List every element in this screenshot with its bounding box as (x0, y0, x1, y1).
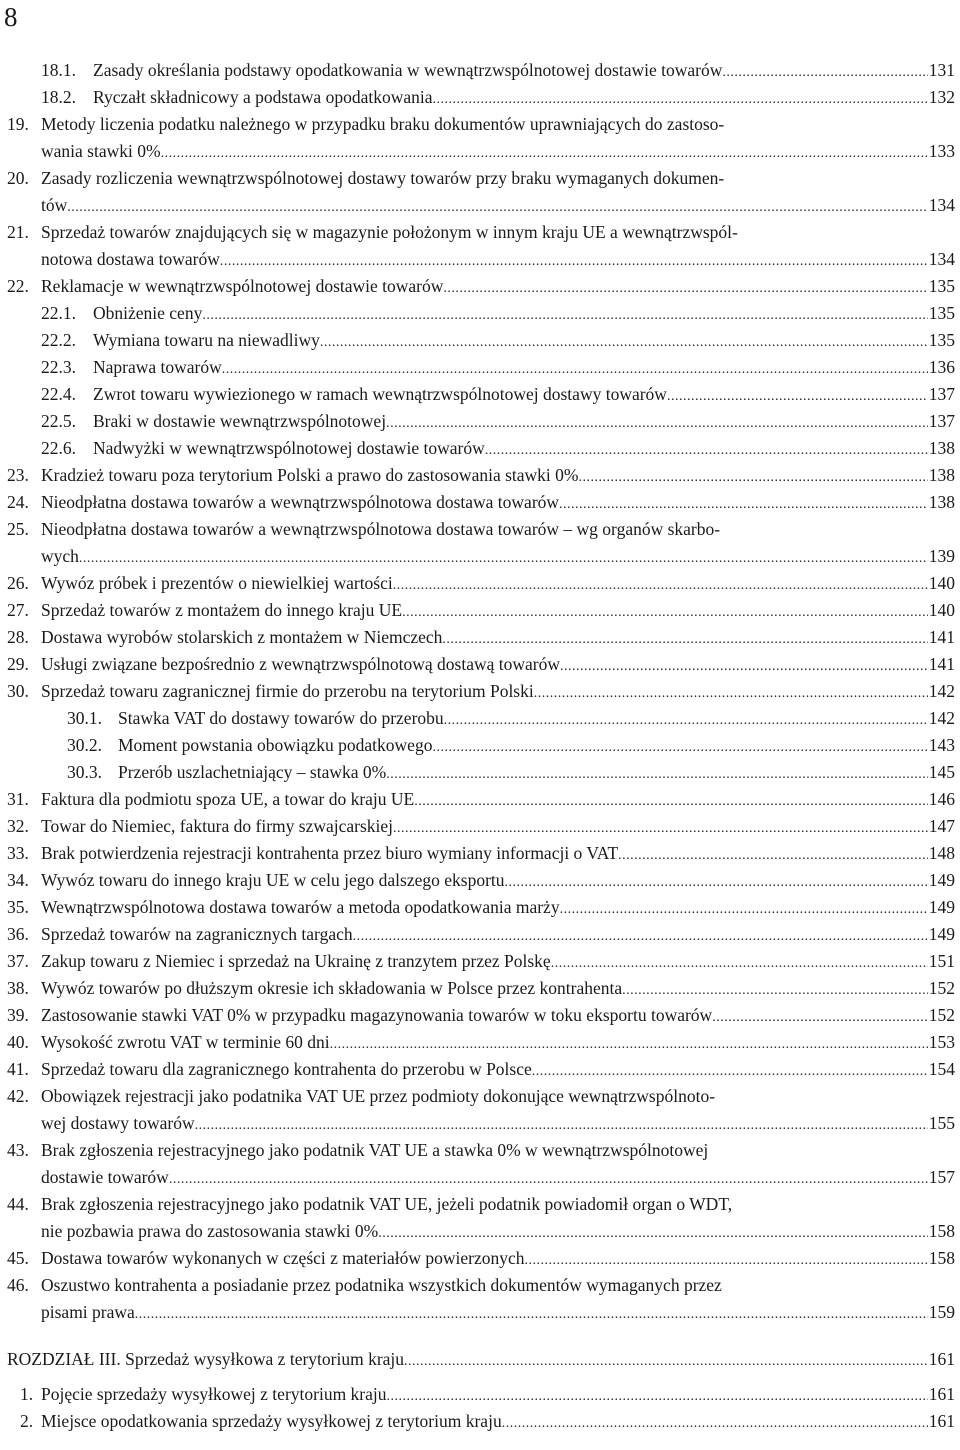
toc-entry-title: Towar do Niemiec, faktura do firmy szwajcarskiej (41, 816, 394, 836)
toc-entry-title: ROZDZIAŁ III. Sprzedaż wysyłkowa z terytorium kraju (7, 1349, 405, 1369)
toc-entry-page: 145 (928, 762, 955, 782)
toc-entry-page: 142 (928, 681, 955, 701)
toc-entry-page: 161 (928, 1384, 955, 1404)
toc-entry-title: Sprzedaż towaru zagranicznej firmie do przerobu na terytorium Polski (41, 681, 534, 701)
dot-leader (387, 1383, 928, 1410)
dot-leader (618, 842, 928, 869)
toc-entry-number: 27. (7, 600, 29, 620)
toc-entry-title: Zakup towaru z Niemiec i sprzedaż na Ukrainę z tranzytem przez Polskę (41, 951, 551, 971)
toc-entry (0, 138, 955, 165)
dot-leader (404, 1348, 928, 1375)
toc-entry-page: 151 (928, 951, 955, 971)
toc-entry-title: Wywóz próbek i prezentów o niewielkiej wartości (41, 573, 393, 593)
toc-entry (0, 300, 955, 327)
dot-leader (722, 59, 927, 86)
dot-leader (559, 491, 928, 518)
toc-entry-number: 35. (7, 897, 29, 917)
toc-entry (0, 246, 955, 273)
dot-leader (386, 410, 928, 437)
toc-entry-page: 161 (928, 1411, 955, 1431)
toc-entry-title: Kradzież towaru poza terytorium Polski a prawo do zastosowania stawki 0% (41, 465, 579, 485)
toc-entry-title: Obowiązek rejestracji jako podatnika VAT UE przez podmioty dokonujące wewnątrzwspólnoto- (41, 1086, 716, 1106)
toc-entry (0, 651, 955, 678)
toc-entry (0, 57, 955, 84)
toc-entry-page: 131 (928, 60, 955, 80)
toc-entry (0, 543, 955, 570)
toc-entry-title: Nieodpłatna dostawa towarów a wewnątrzwspólnotowa dostawa towarów – wg organów skarbo- (41, 519, 721, 539)
toc-entry-title: Sprzedaż towarów na zagranicznych targach (41, 924, 353, 944)
toc-entry-page: 146 (928, 789, 955, 809)
toc-entry-page: 158 (928, 1221, 955, 1241)
toc-entry (0, 705, 955, 732)
toc-entry-title: Oszustwo kontrahenta a posiadanie przez podatnika wszystkich dokumentów wymaganych przez (41, 1275, 722, 1295)
toc-entry (0, 1346, 955, 1373)
toc-entry-title: Miejsce opodatkowania sprzedaży wysyłkowej z terytorium kraju (41, 1411, 502, 1431)
toc-entry-number: 31. (7, 789, 29, 809)
toc-entry (0, 678, 955, 705)
toc-entry-title: wej dostawy towarów (41, 1113, 195, 1133)
toc-entry-page: 135 (928, 276, 955, 296)
toc-entry (0, 570, 955, 597)
dot-leader (443, 275, 927, 302)
dot-leader (195, 1112, 928, 1139)
toc-entry-number: 37. (7, 951, 29, 971)
toc-entry-title: Stawka VAT do dostawy towarów do przerobu (118, 708, 444, 728)
toc-entry (0, 1245, 955, 1272)
toc-entry-page: 159 (928, 1302, 955, 1322)
toc-entry-title: Naprawa towarów (93, 357, 222, 377)
toc-entry-title: notowa dostawa towarów (41, 249, 220, 269)
toc-entry-page: 134 (928, 195, 955, 215)
toc-entry-number: 22.6. (41, 438, 76, 458)
dot-leader (534, 680, 928, 707)
toc-entry (0, 975, 955, 1002)
toc-entry (0, 1381, 955, 1408)
toc-entry-page: 155 (928, 1113, 955, 1133)
toc-entry-page: 137 (928, 411, 955, 431)
toc-entry-page: 138 (928, 438, 955, 458)
toc-entry (0, 1029, 955, 1056)
toc-entry-title: tów (41, 195, 68, 215)
toc-entry-title: Brak zgłoszenia rejestracyjnego jako podatnik VAT UE a stawka 0% w wewnątrzwspólnotowej (41, 1140, 709, 1160)
dot-leader (220, 248, 928, 275)
toc-entry-title: Wysokość zwrotu VAT w terminie 60 dni (41, 1032, 330, 1052)
toc-entry (0, 1083, 955, 1110)
dot-leader (667, 383, 928, 410)
toc-entry-number: 42. (7, 1086, 29, 1106)
toc-entry-title: dostawie towarów (41, 1167, 169, 1187)
dot-leader (414, 788, 928, 815)
toc-entry-number: 2. (20, 1411, 34, 1431)
toc-entry-title: Przerób uszlachetniający – stawka 0% (118, 762, 387, 782)
toc-entry-number: 30.2. (67, 735, 102, 755)
toc-entry-title: Wywóz towaru do innego kraju UE w celu jego dalszego eksportu (41, 870, 505, 890)
toc-entry-page: 142 (928, 708, 955, 728)
dot-leader (505, 869, 928, 896)
dot-leader (560, 653, 928, 680)
toc-entry-page: 140 (928, 573, 955, 593)
dot-leader (432, 86, 927, 113)
toc-entry-page: 139 (928, 546, 955, 566)
toc-entry-number: 41. (7, 1059, 29, 1079)
toc-entry-number: 22.3. (41, 357, 76, 377)
toc-entry-page: 149 (928, 870, 955, 890)
toc-entry-number: 33. (7, 843, 29, 863)
toc-entry-number: 30.1. (67, 708, 102, 728)
toc-entry (0, 624, 955, 651)
toc-entry (0, 489, 955, 516)
dot-leader (353, 923, 928, 950)
dot-leader (578, 464, 927, 491)
dot-leader (444, 707, 928, 734)
dot-leader (622, 977, 928, 1004)
toc-entry-title: Metody liczenia podatku należnego w przypadku braku dokumentów uprawniających do zastoso- (41, 114, 725, 134)
toc-entry-page: 158 (928, 1248, 955, 1268)
toc-entry (0, 1002, 955, 1029)
toc-entry (0, 84, 955, 111)
toc-entry-title: Sprzedaż towarów znajdujących się w magazynie położonym w innym kraju UE a wewnątrzwspól- (41, 222, 738, 242)
toc-entry-number: 22.1. (41, 303, 76, 323)
toc-entry-number: 30. (7, 681, 29, 701)
toc-entry-number: 30.3. (67, 762, 102, 782)
toc-entry (0, 597, 955, 624)
toc-entry-number: 1. (20, 1384, 34, 1404)
toc-entry (0, 219, 955, 246)
toc-entry (0, 840, 955, 867)
dot-leader (551, 950, 928, 977)
toc-entry-title: nie pozbawia prawa do zastosowania stawki 0% (41, 1221, 379, 1241)
toc-entry-number: 44. (7, 1194, 29, 1214)
toc-entry-number: 22.4. (41, 384, 76, 404)
toc-entry-title: Pojęcie sprzedaży wysyłkowej z terytorium kraju (41, 1384, 387, 1404)
toc-entry-number: 34. (7, 870, 29, 890)
toc-entry-title: Nadwyżki w wewnątrzwspólnotowej dostawie towarów (93, 438, 485, 458)
toc-entry (0, 948, 955, 975)
toc-entry-title: Braki w dostawie wewnątrzwspólnotowej (93, 411, 387, 431)
toc-entry-page: 136 (928, 357, 955, 377)
toc-entry (0, 867, 955, 894)
toc-entry-page: 138 (928, 465, 955, 485)
toc-entry-page: 161 (928, 1349, 955, 1369)
toc-entry-page: 135 (928, 303, 955, 323)
toc-entry (0, 1299, 955, 1326)
toc-entry-title: Wewnątrzwspólnotowa dostawa towarów a metoda opodatkowania marży (41, 897, 560, 917)
toc-entry-title: wych (41, 546, 79, 566)
dot-leader (485, 437, 928, 464)
toc-entry (0, 435, 955, 462)
toc-entry-number: 21. (7, 222, 29, 242)
toc-entry (0, 408, 955, 435)
toc-entry-title: Zastosowanie stawki VAT 0% w przypadku magazynowania towarów w toku eksportu towarów (41, 1005, 713, 1025)
dot-leader (432, 734, 927, 761)
dot-leader (222, 356, 928, 383)
toc-entry-title: Sprzedaż towarów z montażem do innego kraju UE (41, 600, 403, 620)
toc-entry-page: 152 (928, 978, 955, 998)
toc-entry-page: 141 (928, 654, 955, 674)
toc-entry-number: 38. (7, 978, 29, 998)
toc-entry-number: 45. (7, 1248, 29, 1268)
toc-entry (0, 1272, 955, 1299)
dot-leader (502, 1410, 928, 1437)
toc-entry-title: Moment powstania obowiązku podatkowego (118, 735, 433, 755)
toc-entry-title: Brak zgłoszenia rejestracyjnego jako podatnik VAT UE, jeżeli podatnik powiadomił organ o WDT, (41, 1194, 733, 1214)
toc-entry (0, 1191, 955, 1218)
toc-entry-page: 135 (928, 330, 955, 350)
toc-entry-page: 147 (928, 816, 955, 836)
toc-entry-title: Nieodpłatna dostawa towarów a wewnątrzwspólnotowa dostawa towarów (41, 492, 560, 512)
toc-entry-title: Wywóz towarów po dłuższym okresie ich składowania w Polsce przez kontrahenta (41, 978, 623, 998)
toc-entry-title: wania stawki 0% (41, 141, 161, 161)
toc-entry-number: 18.2. (41, 87, 76, 107)
toc-entry-number: 32. (7, 816, 29, 836)
toc-entry-title: Dostawa towarów wykonanych w części z materiałów powierzonych (41, 1248, 525, 1268)
toc-entry-number: 29. (7, 654, 29, 674)
dot-leader (320, 329, 928, 356)
toc-entry-page: 152 (928, 1005, 955, 1025)
toc-entry-page: 140 (928, 600, 955, 620)
toc-entry-number: 18.1. (41, 60, 76, 80)
toc-entry-title: Faktura dla podmiotu spoza UE, a towar do kraju UE (41, 789, 415, 809)
dot-leader (393, 815, 928, 842)
toc-entry-number: 23. (7, 465, 29, 485)
table-of-contents (0, 57, 955, 1435)
toc-entry-page: 148 (928, 843, 955, 863)
toc-entry-title: Zasady określania podstawy opodatkowania w wewnątrzwspólnotowej dostawie towarów (93, 60, 723, 80)
toc-entry-title: Zwrot towaru wywiezionego w ramach wewnątrzwspólnotowej dostawy towarów (93, 384, 667, 404)
dot-leader (79, 545, 928, 572)
toc-entry (0, 1110, 955, 1137)
toc-entry-number: 20. (7, 168, 29, 188)
toc-entry-number: 28. (7, 627, 29, 647)
dot-leader (532, 1058, 928, 1085)
toc-entry-page: 137 (928, 384, 955, 404)
toc-entry-title: Dostawa wyrobów stolarskich z montażem w Niemczech (41, 627, 443, 647)
toc-entry-page: 153 (928, 1032, 955, 1052)
toc-entry (0, 327, 955, 354)
toc-entry (0, 921, 955, 948)
toc-entry (0, 1056, 955, 1083)
toc-entry-number: 46. (7, 1275, 29, 1295)
toc-entry-page: 143 (928, 735, 955, 755)
dot-leader (442, 626, 927, 653)
dot-leader (378, 1220, 927, 1247)
toc-entry-number: 25. (7, 519, 29, 539)
toc-entry (0, 111, 955, 138)
toc-entry (0, 165, 955, 192)
toc-entry (0, 759, 955, 786)
toc-entry-number: 22. (7, 276, 29, 296)
toc-entry-title: Obniżenie ceny (93, 303, 203, 323)
toc-entry-title: Ryczałt składnicowy a podstawa opodatkowania (93, 87, 433, 107)
toc-entry (0, 894, 955, 921)
dot-leader (330, 1031, 928, 1058)
toc-entry (0, 732, 955, 759)
dot-leader (386, 761, 928, 788)
dot-leader (135, 1301, 928, 1328)
toc-entry (0, 192, 955, 219)
dot-leader (67, 194, 928, 221)
toc-entry-number: 19. (7, 114, 29, 134)
toc-entry (0, 813, 955, 840)
toc-entry-number: 26. (7, 573, 29, 593)
toc-entry (0, 381, 955, 408)
dot-leader (712, 1004, 928, 1031)
toc-entry-number: 36. (7, 924, 29, 944)
spacer (0, 1326, 955, 1346)
toc-entry (0, 1408, 955, 1435)
toc-entry-title: Reklamacje w wewnątrzwspólnotowej dostawie towarów (41, 276, 444, 296)
dot-leader (169, 1166, 928, 1193)
toc-entry (0, 462, 955, 489)
toc-entry-page: 138 (928, 492, 955, 512)
toc-entry-page: 157 (928, 1167, 955, 1187)
toc-entry-page: 154 (928, 1059, 955, 1079)
toc-entry-title: Brak potwierdzenia rejestracji kontrahenta przez biuro wymiany informacji o VAT (41, 843, 619, 863)
dot-leader (393, 572, 928, 599)
toc-entry (0, 354, 955, 381)
dot-leader (560, 896, 928, 923)
toc-entry-page: 149 (928, 924, 955, 944)
toc-entry (0, 1164, 955, 1191)
toc-entry (0, 516, 955, 543)
dot-leader (161, 140, 928, 167)
toc-entry-number: 22.5. (41, 411, 76, 431)
dot-leader (402, 599, 928, 626)
toc-entry-page: 132 (928, 87, 955, 107)
toc-entry-title: Usługi związane bezpośrednio z wewnątrzwspólnotową dostawą towarów (41, 654, 561, 674)
toc-entry (0, 1137, 955, 1164)
toc-entry (0, 786, 955, 813)
toc-entry-title: Sprzedaż towaru dla zagranicznego kontrahenta do przerobu w Polsce (41, 1059, 532, 1079)
toc-entry-title: Wymiana towaru na niewadliwy (93, 330, 320, 350)
toc-entry-title: Zasady rozliczenia wewnątrzwspólnotowej dostawy towarów przy braku wymaganych dokumen- (41, 168, 725, 188)
toc-entry-page: 149 (928, 897, 955, 917)
toc-entry-number: 39. (7, 1005, 29, 1025)
dot-leader (202, 302, 927, 329)
toc-entry-number: 43. (7, 1140, 29, 1160)
toc-entry-number: 40. (7, 1032, 29, 1052)
toc-entry-page: 141 (928, 627, 955, 647)
page-number: 8 (4, 2, 18, 32)
toc-entry-title: pisami prawa (41, 1302, 135, 1322)
toc-entry (0, 1218, 955, 1245)
toc-entry-number: 24. (7, 492, 29, 512)
dot-leader (525, 1247, 928, 1274)
toc-entry (0, 273, 955, 300)
toc-entry-number: 22.2. (41, 330, 76, 350)
toc-entry-page: 133 (928, 141, 955, 161)
toc-entry-page: 134 (928, 249, 955, 269)
